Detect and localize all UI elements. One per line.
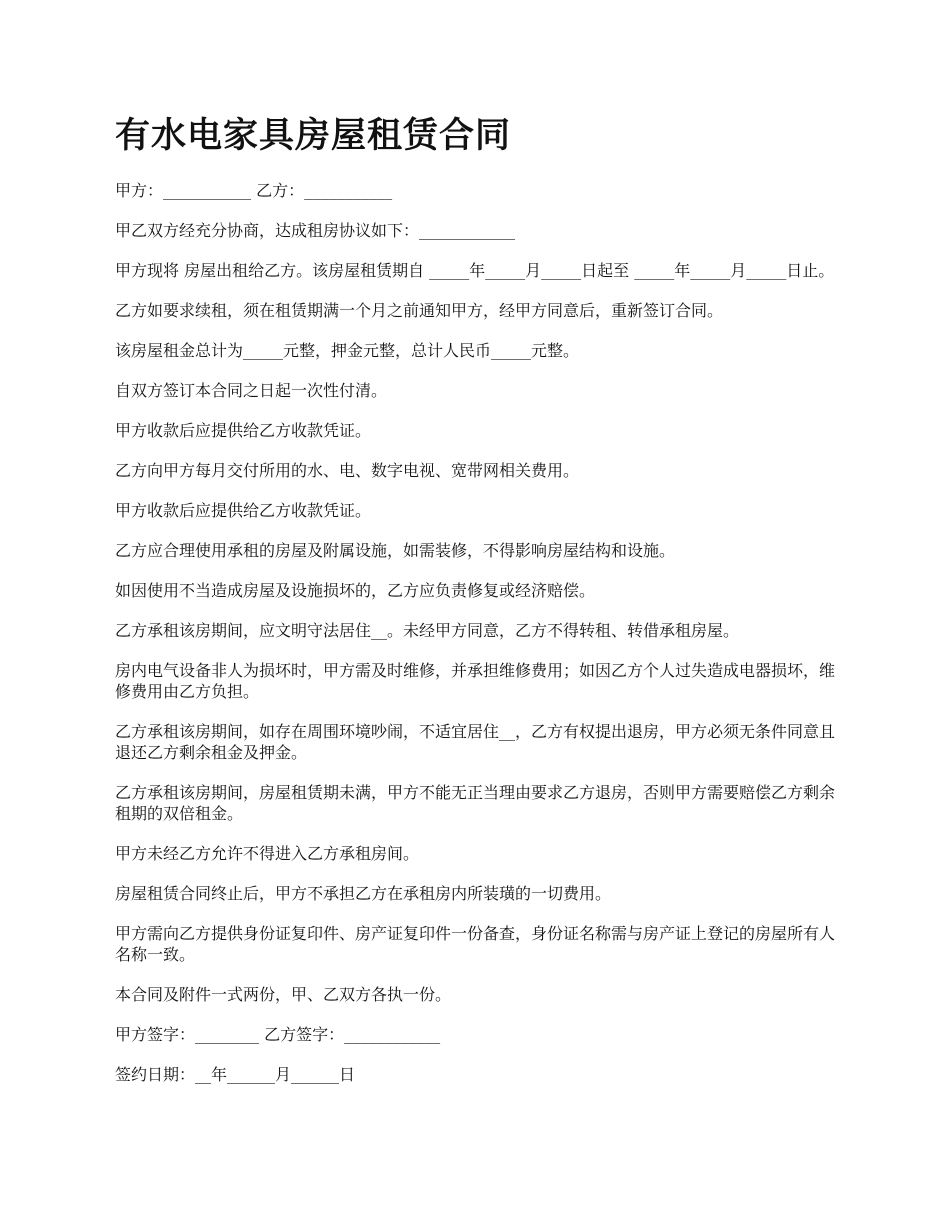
damage-clause: 如因使用不当造成房屋及设施损坏的，乙方应负责修复或经济赔偿。 (115, 581, 596, 600)
contract-document (115, 112, 845, 1104)
environment-clause: 乙方承租该房期间，如存在周围环境吵闹，不适宜居住__，乙方有权提出退房，甲方必须无条件同意且退还乙方剩余租金及押金。 (115, 722, 836, 762)
parties-line: 甲方：___________ 乙方：___________ (115, 181, 393, 200)
lease-term-clause: 甲方现将 房屋出租给乙方。该房屋租赁期自 _____年_____月_____日起至 _____年_____月_____日止。 (115, 261, 835, 280)
early-termination-clause: 乙方承租该房期间，房屋租赁期未满，甲方不能无正当理由要求乙方退房，否则甲方需要赔偿乙方剩余租期的双倍租金。 (115, 783, 836, 823)
identity-clause: 甲方需向乙方提供身份证复印件、房产证复印件一份备查，身份证名称需与房产证上登记的房屋所有人名称一致。 (115, 924, 836, 964)
repair-clause: 房内电气设备非人为损坏时，甲方需及时维修，并承担维修费用；如因乙方个人过失造成电器损坏，维修费用由乙方负担。 (115, 661, 836, 701)
usage-clause: 乙方应合理使用承租的房屋及附属设施，如需装修，不得影响房屋结构和设施。 (115, 541, 676, 560)
renewal-clause: 乙方如要求续租，须在租赁期满一个月之前通知甲方，经甲方同意后，重新签订合同。 (115, 301, 724, 320)
signing-date-line: 签约日期：__年______月______日 (115, 1065, 356, 1084)
agreement-intro: 甲乙双方经充分协商，达成租房协议如下：____________ (115, 221, 516, 240)
copies-clause: 本合同及附件一式两份，甲、乙双方各执一份。 (115, 985, 452, 1004)
document-title: 有水电家具房屋租赁合同 (115, 116, 512, 156)
utilities-clause: 乙方向甲方每月交付所用的水、电、数字电视、宽带网相关费用。 (115, 461, 580, 480)
payment-clause: 自双方签订本合同之日起一次性付清。 (115, 381, 388, 400)
entry-clause: 甲方未经乙方允许不得进入乙方承租房间。 (115, 844, 420, 863)
renovation-clause: 房屋租赁合同终止后，甲方不承担乙方在承租房内所装璜的一切费用。 (115, 884, 612, 903)
conduct-clause: 乙方承租该房期间，应文明守法居住__。未经甲方同意，乙方不得转租、转借承租房屋。 (115, 621, 740, 640)
receipt-clause: 甲方收款后应提供给乙方收款凭证。 (115, 421, 372, 440)
signature-line: 甲方签字：________ 乙方签字：____________ (115, 1025, 441, 1044)
receipt-clause-2: 甲方收款后应提供给乙方收款凭证。 (115, 501, 372, 520)
rent-amount-clause: 该房屋租金总计为_____元整，押金元整，总计人民币_____元整。 (115, 341, 580, 360)
